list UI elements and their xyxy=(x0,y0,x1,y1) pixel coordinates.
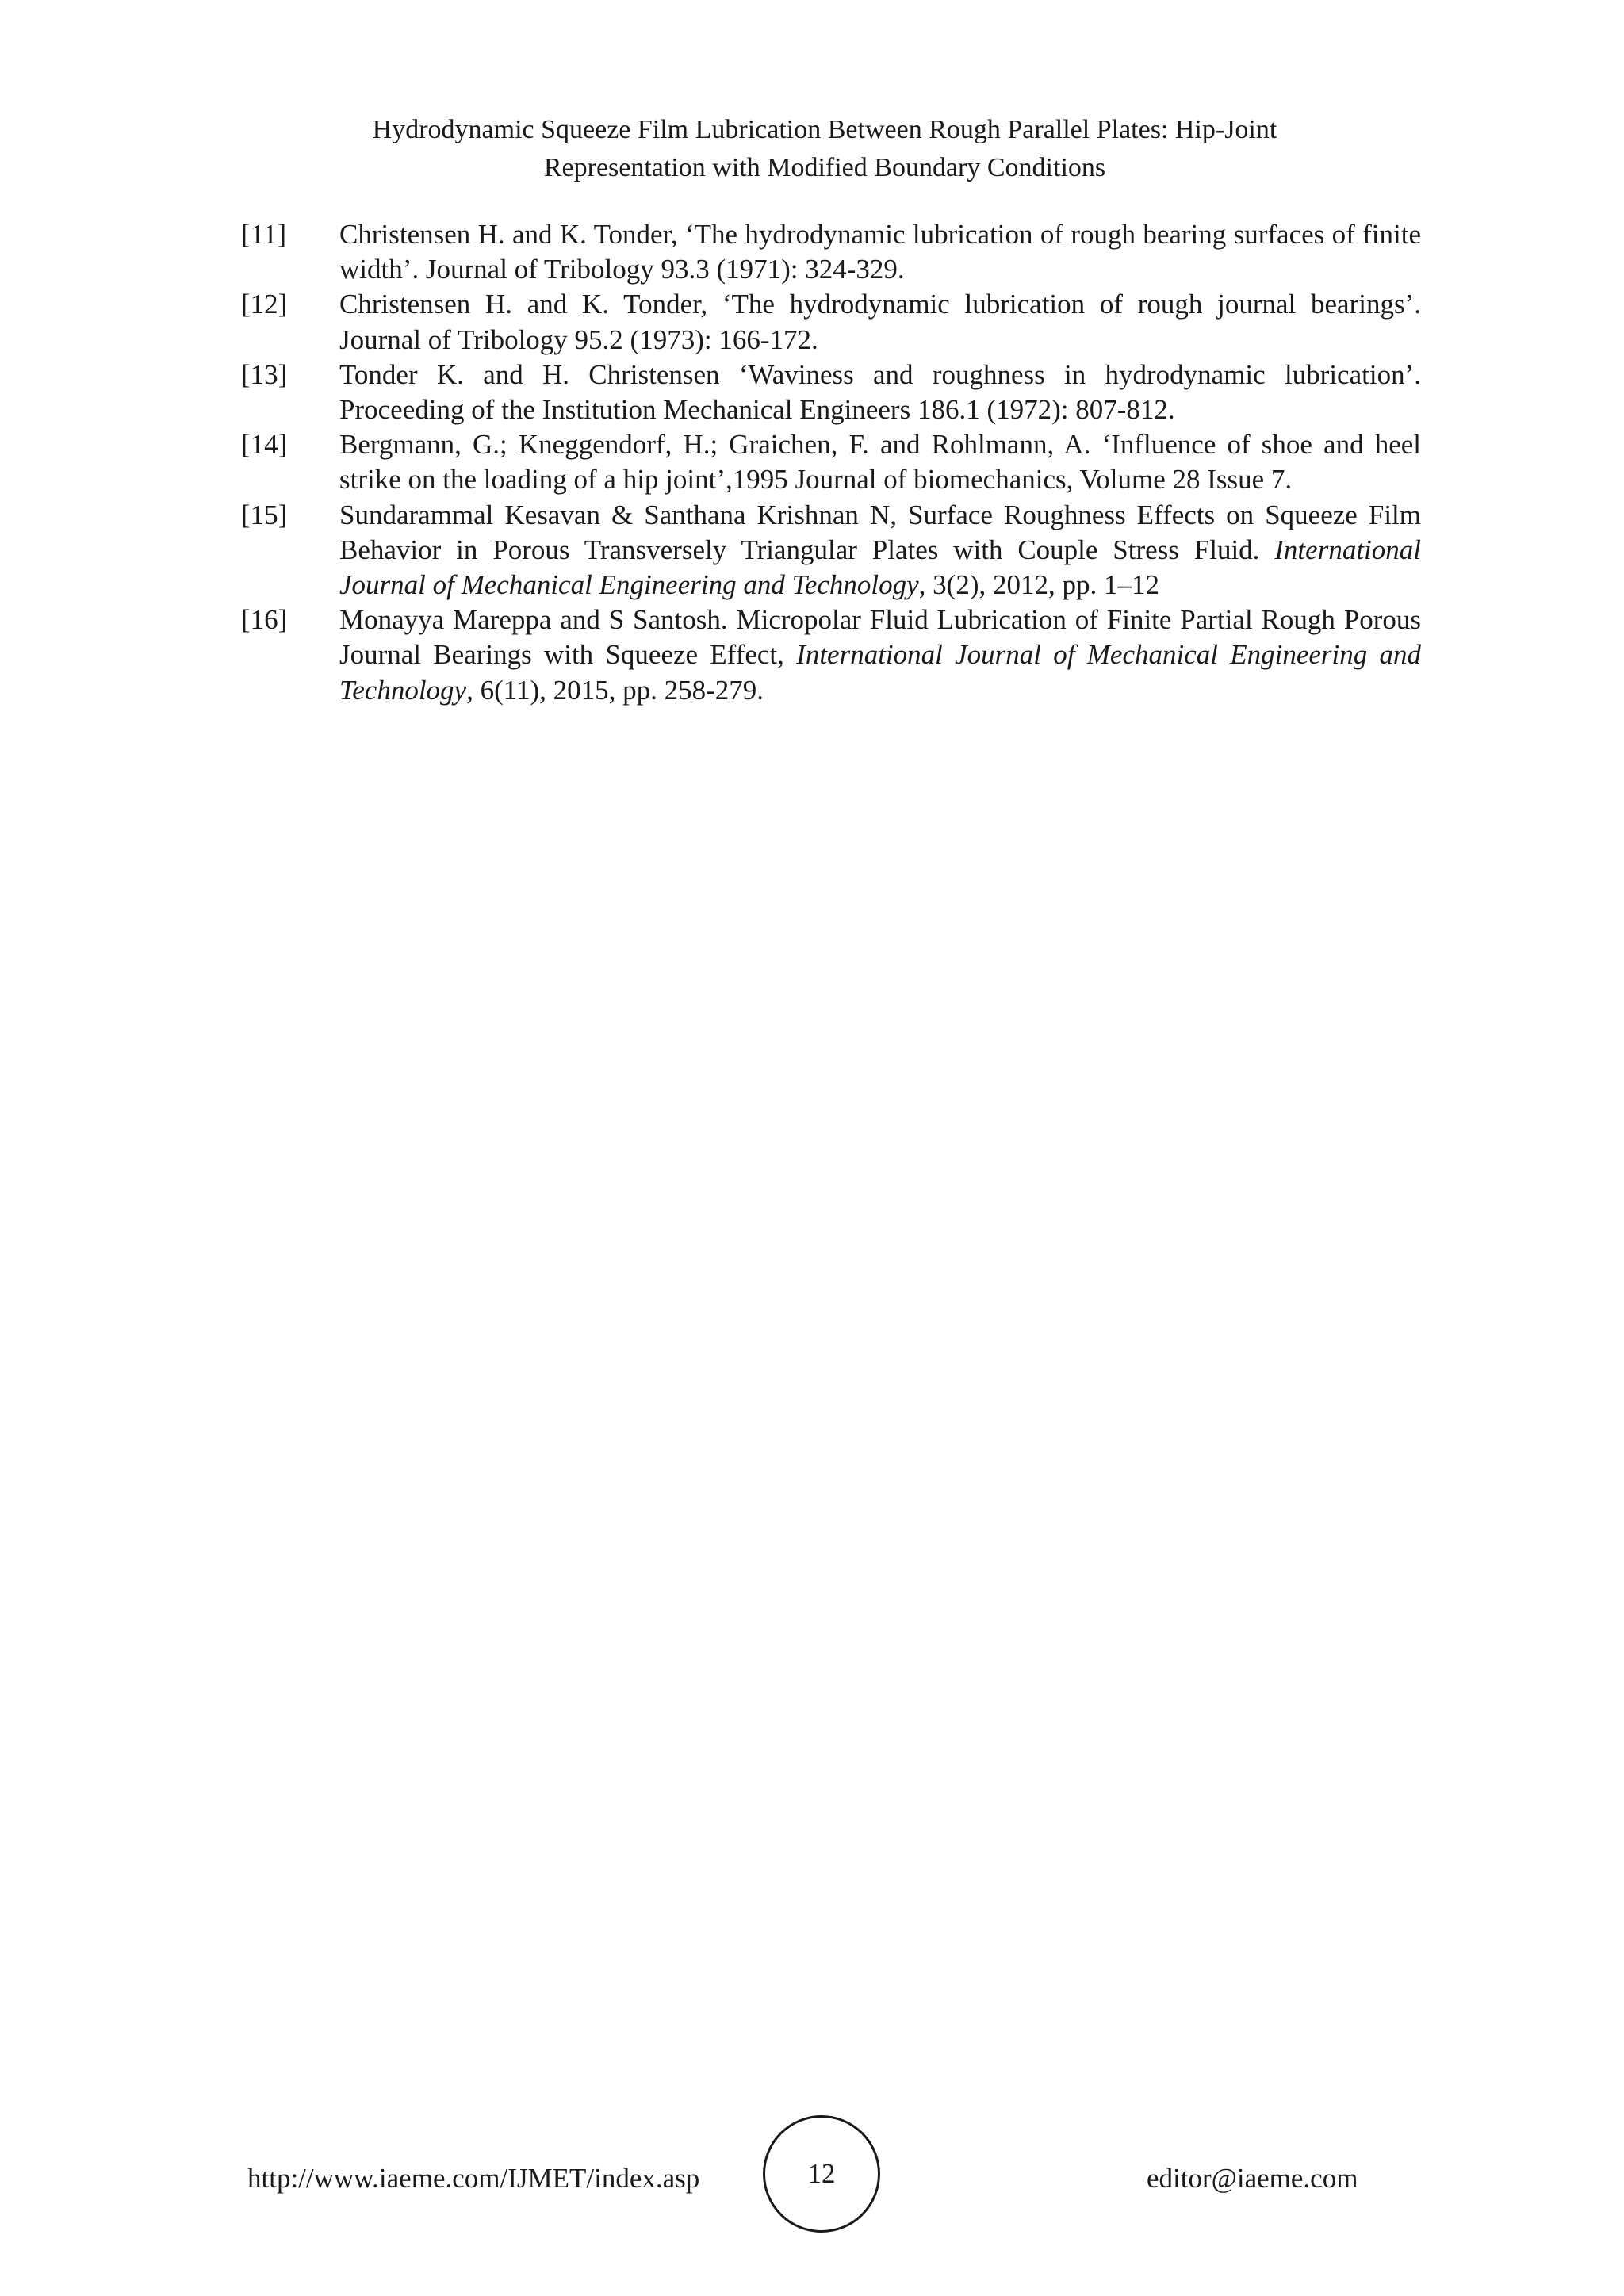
reference-number: [12] xyxy=(241,289,288,320)
reference-text: Bergmann, G.; Kneggendorf, H.; Graichen, F. and Rohlmann, A. ‘Influence of shoe and heel strike on the loading of a hip joint’,1995 Journal of biomechanics, Volume 28 Issue 7. xyxy=(339,429,1421,496)
footer-url-link[interactable]: http://www.iaeme.com/IJMET/index.asp xyxy=(247,2163,700,2194)
reference-text-before: Monayya Mareppa and S Santosh. Micropolar Fluid Lubrication of Finite Partial Rough Porous Journal Bearings with Squeeze Effect, xyxy=(339,604,1421,671)
reference-text xyxy=(339,498,1421,603)
reference-journal-title: International Journal of Mechanical Engineering and Technology xyxy=(339,639,1421,706)
reference-item xyxy=(241,498,1421,603)
reference-list xyxy=(241,217,1421,708)
reference-text-after: , 3(2), 2012, pp. 1–12 xyxy=(918,569,1159,601)
reference-text: Tonder K. and H. Christensen ‘Waviness and roughness in hydrodynamic lubrication’. Proceeding of the Institution Mechanical Engineers 186.1 (1972): 807-812. xyxy=(339,358,1421,426)
reference-text: Christensen H. and K. Tonder, ‘The hydrodynamic lubrication of rough bearing surfaces of finite width’. Journal of Tribology 93.3 (1971): 324-329. xyxy=(339,219,1421,285)
reference-item xyxy=(241,603,1421,708)
reference-text-before: Sundarammal Kesavan & Santhana Krishnan N, Surface Roughness Effects on Squeeze Film Behavior in Porous Transversely Triangular Plates with Couple Stress Fluid. xyxy=(339,499,1421,565)
running-header-line-1: Hydrodynamic Squeeze Film Lubrication Between Rough Parallel Plates: Hip-Joint xyxy=(372,115,1277,144)
reference-item xyxy=(241,358,1421,427)
reference-number: [16] xyxy=(241,604,288,636)
footer-email-link[interactable]: editor@iaeme.com xyxy=(1147,2163,1358,2194)
reference-text: Christensen H. and K. Tonder, ‘The hydrodynamic lubrication of rough journal bearings’. Journal of Tribology 95.2 (1973): 166-172. xyxy=(339,289,1421,355)
running-header-line-2: Representation with Modified Boundary Conditions xyxy=(543,153,1106,182)
reference-item xyxy=(241,287,1421,357)
page-number: 12 xyxy=(807,2158,836,2189)
running-header xyxy=(238,111,1411,187)
page-footer xyxy=(0,2115,1624,2242)
reference-text xyxy=(339,603,1421,708)
reference-item xyxy=(241,427,1421,497)
reference-number: [11] xyxy=(241,219,287,250)
page-number-badge xyxy=(763,2115,880,2233)
reference-number: [14] xyxy=(241,429,288,461)
reference-text-after: , 6(11), 2015, pp. 258-279. xyxy=(466,674,764,706)
reference-item xyxy=(241,217,1421,287)
reference-number: [15] xyxy=(241,499,288,530)
reference-journal-title: International Journal of Mechanical Engineering and Technology xyxy=(339,534,1421,601)
reference-number: [13] xyxy=(241,358,288,390)
